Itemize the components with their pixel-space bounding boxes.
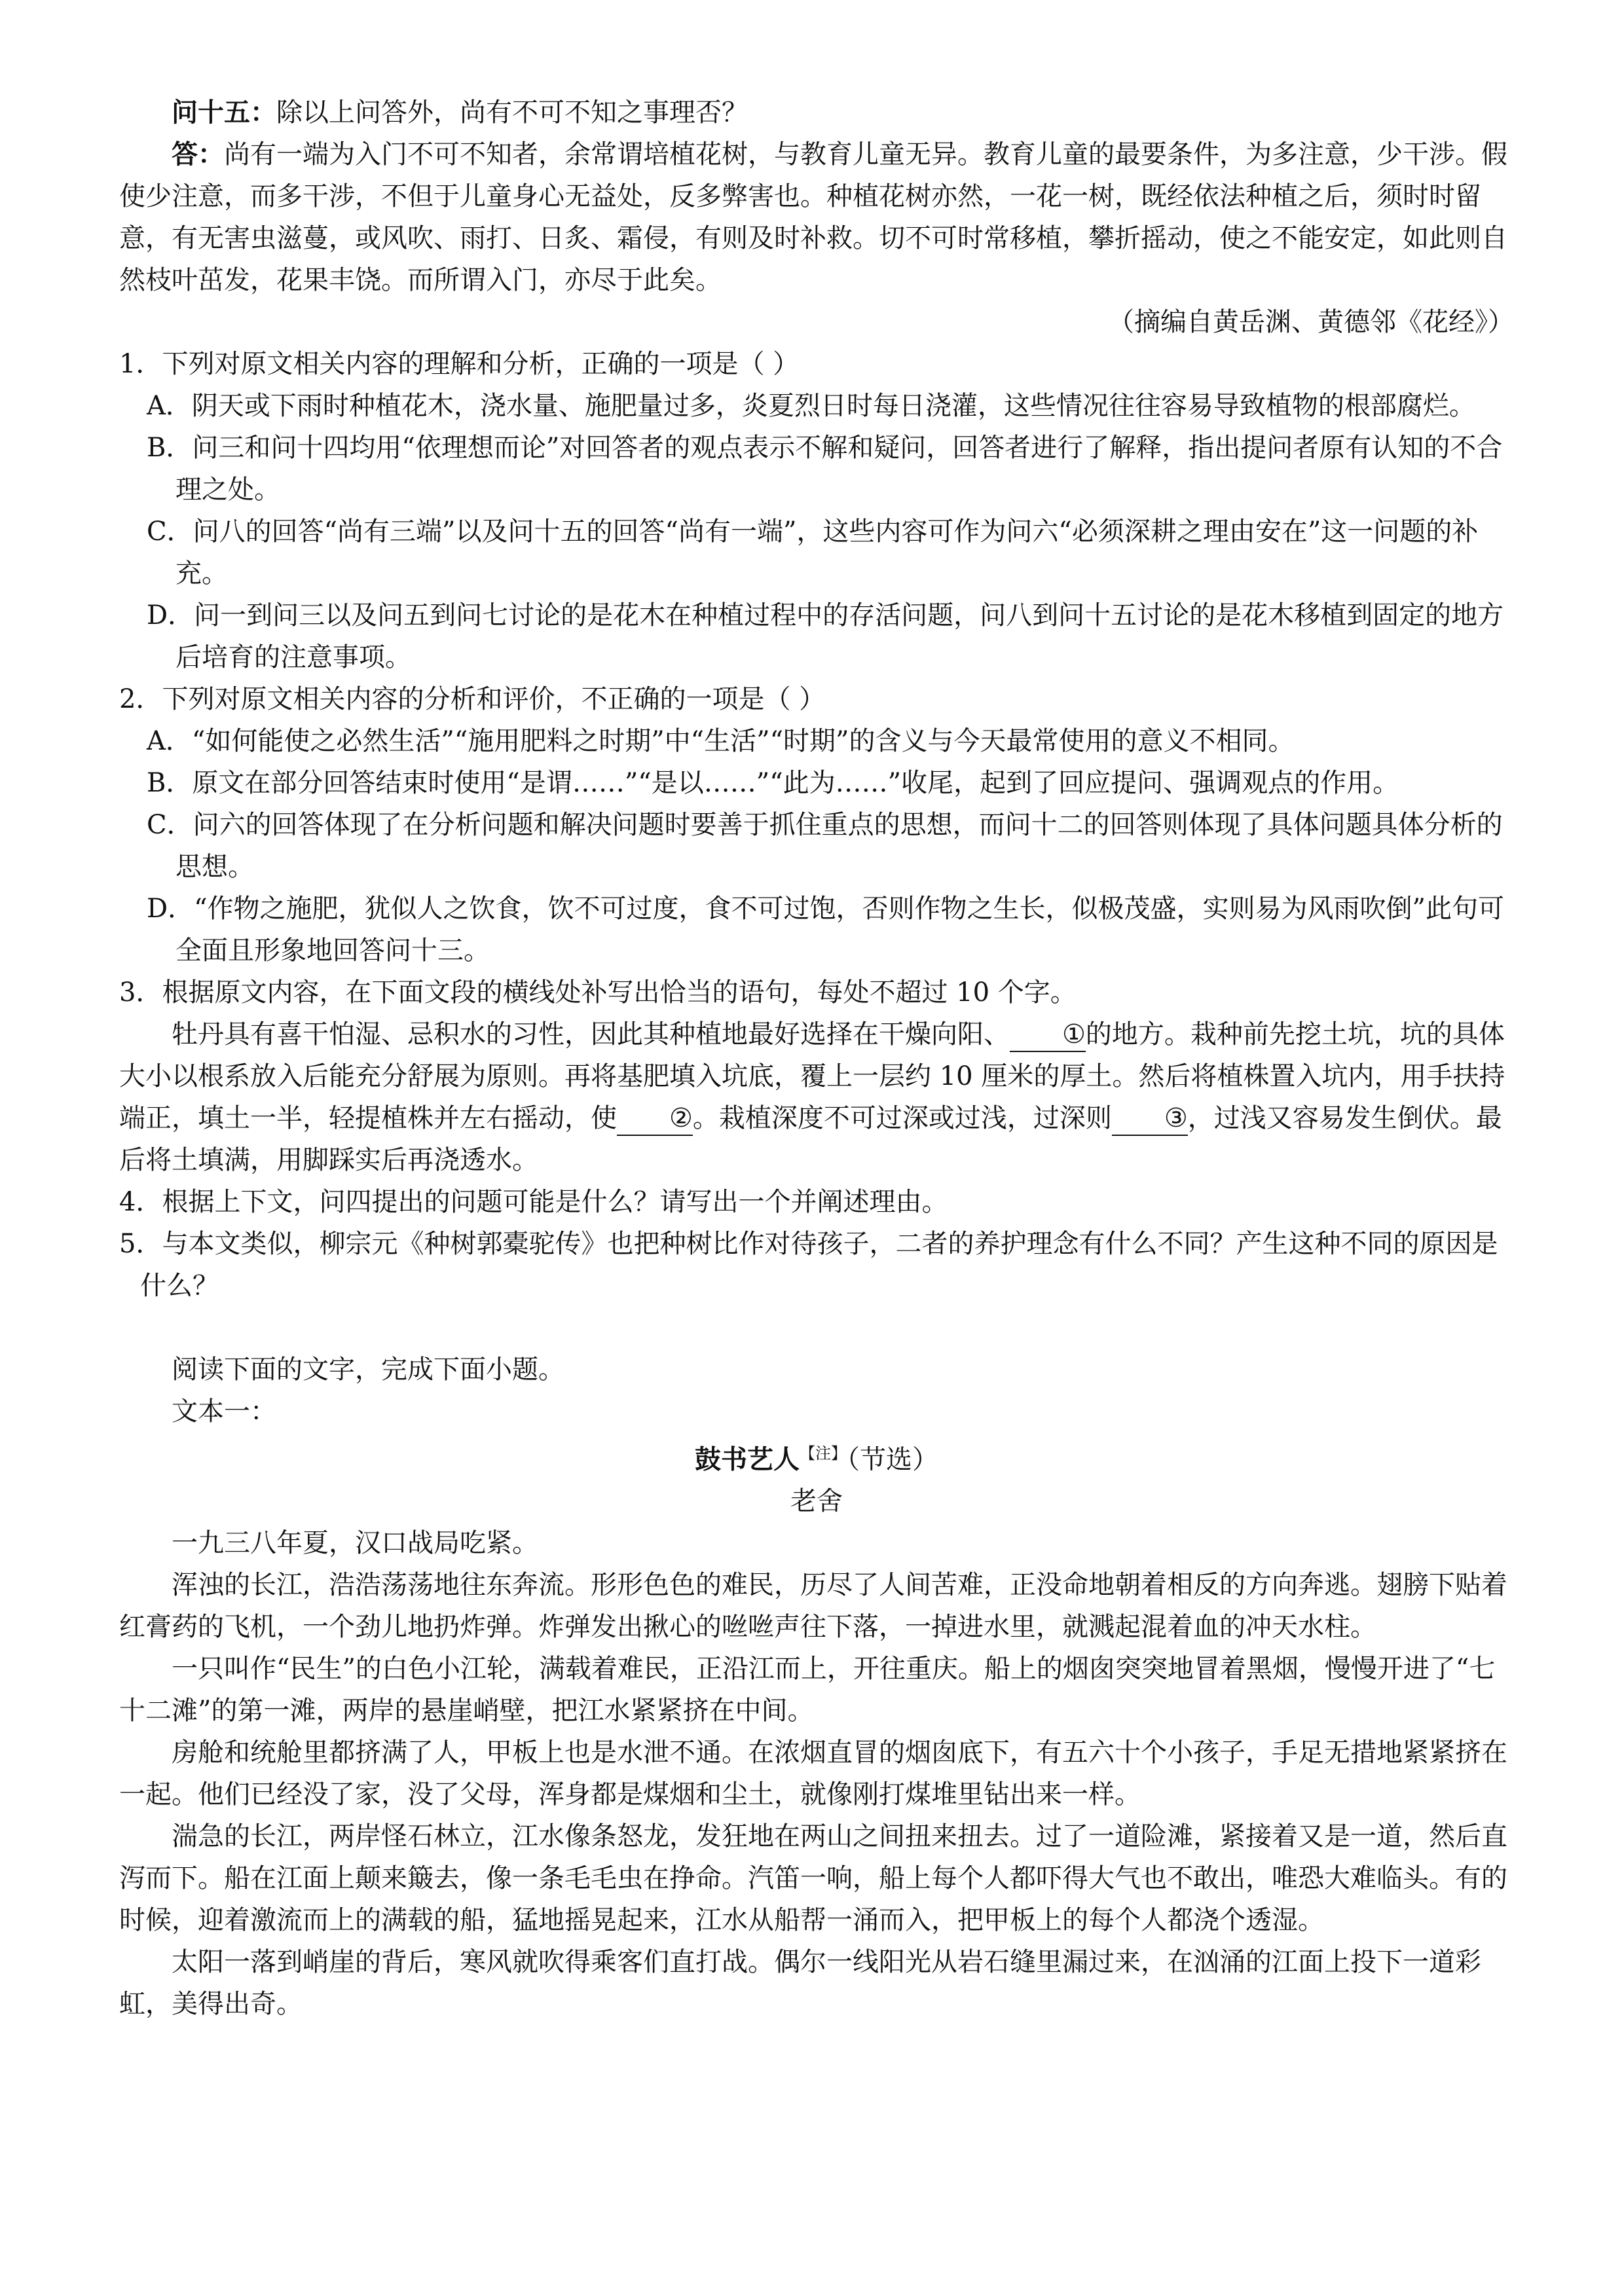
- question-1-stem: 1．下列对原文相关内容的理解和分析，正确的一项是（ ）: [119, 349, 800, 379]
- article-paragraph: 湍急的长江，两岸怪石林立，江水像条怒龙，发狂地在两山之间扭来扭去。过了一道险滩，紧接着又是一道，然后直泻而下。船在江面上颠来簸去，像一条毛毛虫在挣命。汽笛一响，船上每个人都吓得大气也不敢出，唯恐大难临头。有的时候，迎着激流而上的满载的船，猛地摇晃起来，江水从船帮一涌而入，把甲板上的每个人都浇个透湿。: [119, 1821, 1507, 1936]
- note-marker: 【注】: [800, 1444, 847, 1463]
- article-title: [119, 1432, 1514, 1480]
- q15-question: [119, 92, 1514, 134]
- question-3-stem: 3．根据原文内容，在下面文段的横线处补写出恰当的语句，每处不超过 10 个字。: [119, 977, 1077, 1008]
- question-3-part-1: 牡丹具有喜干怕湿、忌积水的习性，因此其种植地最好选择在干燥向阳、: [172, 1019, 1010, 1049]
- question-3-passage: [119, 1013, 1514, 1181]
- question-1-option-d: D．问一到问三以及问五到问七讨论的是花木在种植过程中的存活问题，问八到问十五讨论的是花木移植到固定的地方后培育的注意事项。: [147, 600, 1504, 672]
- article-paragraph: 浑浊的长江，浩浩荡荡地往东奔流。形形色色的难民，历尽了人间苦难，正没命地朝着相反的方向奔逃。翅膀下贴着红膏药的飞机，一个劲儿地扔炸弹。炸弹发出揪心的咝咝声往下落，一掉进水里，就溅起混着血的冲天水柱。: [119, 1570, 1507, 1643]
- page-content: [119, 92, 1514, 2025]
- q15-answer-text: 尚有一端为入门不可不知者，余常谓培植花树，与教育儿童无异。教育儿童的最要条件，为多注意，少干涉。假使少注意，而多干涉，不但于儿童身心无益处，反多弊害也。种植花树亦然，一花一树，既经依法种植之后，须时时留意，有无害虫滋蔓，或风吹、雨打、日炙、霜侵，有则及时补救。切不可时常移植，攀折摇动，使之不能安定，如此则自然枝叶茁发，花果丰饶。而所谓入门，亦尽于此矣。: [119, 139, 1507, 295]
- article-paragraph: 一只叫作“民生”的白色小江轮，满载着难民，正沿江而上，开往重庆。船上的烟囱突突地冒着黑烟，慢慢开进了“七十二滩”的第一滩，两岸的悬崖峭壁，把江水紧紧挤在中间。: [119, 1654, 1496, 1726]
- fill-blank-3: ③: [1112, 1102, 1188, 1136]
- question-1-option-c: C．问八的回答“尚有三端”以及问十五的回答“尚有一端”，这些内容可作为问六“必须深耕之理由安在”这一问题的补充。: [147, 517, 1479, 589]
- article-title-suffix: （节选）: [847, 1444, 938, 1475]
- question-2-stem: 2．下列对原文相关内容的分析和评价，不正确的一项是（ ）: [119, 684, 826, 714]
- question-3-part-2: 的地方。栽种前先挖土坑，坑的具体大小以根系放入后能充分舒展为原则。再将基肥填入坑底，覆上一层约 10 厘米的厚土。然后将植株置入坑内，用手扶持端正，填土一半，轻提植株并左右摇动，使: [119, 1019, 1505, 1133]
- reading-intro: 阅读下面的文字，完成下面小题。: [172, 1355, 564, 1385]
- article-paragraph: 房舱和统舱里都挤满了人，甲板上也是水泄不通。在浓烟直冒的烟囱底下，有五六十个小孩子，手足无措地紧紧挤在一起。他们已经没了家，没了父母，浑身都是煤烟和尘土，就像刚打煤堆里钻出来一样。: [119, 1738, 1507, 1810]
- article-author: 老舍: [790, 1486, 843, 1517]
- q15-answer-lead: 答：: [172, 139, 224, 170]
- fill-blank-2: ②: [617, 1102, 693, 1136]
- q15-question-text: 除以上问答外，尚有不可不知之事理否？: [276, 98, 748, 128]
- question-2-option-d: D．“作物之施肥，犹似人之饮食，饮不可过度，食不可过饱，否则作物之生长，似极茂盛，实则易为风雨吹倒”此句可全面且形象地回答问十三。: [147, 894, 1504, 966]
- q15-question-lead: 问十五：: [172, 97, 276, 128]
- question-2-option-b: B．原文在部分回答结束时使用“是谓……”“是以……”“此为……”收尾，起到了回应提问、强调观点的作用。: [147, 768, 1399, 798]
- question-5: 5．与本文类似，柳宗元《种树郭橐驼传》也把种树比作对待孩子，二者的养护理念有什么不同？产生这种不同的原因是什么？: [119, 1229, 1498, 1301]
- source-citation: （摘编自黄岳渊、黄德邻《花经》）: [1108, 307, 1514, 337]
- question-2-option-c: C．问六的回答体现了在分析问题和解决问题时要善于抓住重点的思想，而问十二的回答则体现了具体问题具体分析的思想。: [147, 810, 1503, 882]
- question-1-option-a: A．阴天或下雨时种植花木，浇水量、施肥量过多，炎夏烈日时每日浇灌，这些情况往往容易导致植物的根部腐烂。: [147, 391, 1475, 421]
- question-2-option-a: A．“如何能使之必然生活”“施用肥料之时期”中“生活”“时期”的含义与今天最常使用的意义不相同。: [147, 726, 1295, 756]
- question-3-part-4: ，过浅又容易发生倒伏。最后将土填满，用脚踩实后再浇透水。: [119, 1103, 1502, 1175]
- article-title-text: 鼓书艺人: [695, 1444, 800, 1475]
- question-3-part-3: 。栽植深度不可过深或过浅，过深则: [692, 1103, 1112, 1133]
- fill-blank-1: ①: [1010, 1018, 1086, 1052]
- article-paragraph: 太阳一落到峭崖的背后，寒风就吹得乘客们直打战。偶尔一线阳光从岩石缝里漏过来，在汹涌的江面上投下一道彩虹，美得出奇。: [119, 1947, 1481, 2020]
- text-one-label: 文本一：: [172, 1396, 276, 1427]
- article-paragraph: 一九三八年夏，汉口战局吃紧。: [172, 1528, 538, 1559]
- question-1-option-b: B．问三和问十四均用“依理想而论”对回答者的观点表示不解和疑问，回答者进行了解释，指出提问者原有认知的不合理之处。: [147, 433, 1503, 505]
- question-4: 4．根据上下文，问四提出的问题可能是什么？请写出一个并阐述理由。: [119, 1187, 948, 1217]
- q15-answer: [119, 134, 1514, 301]
- section-gap: [119, 1307, 1514, 1349]
